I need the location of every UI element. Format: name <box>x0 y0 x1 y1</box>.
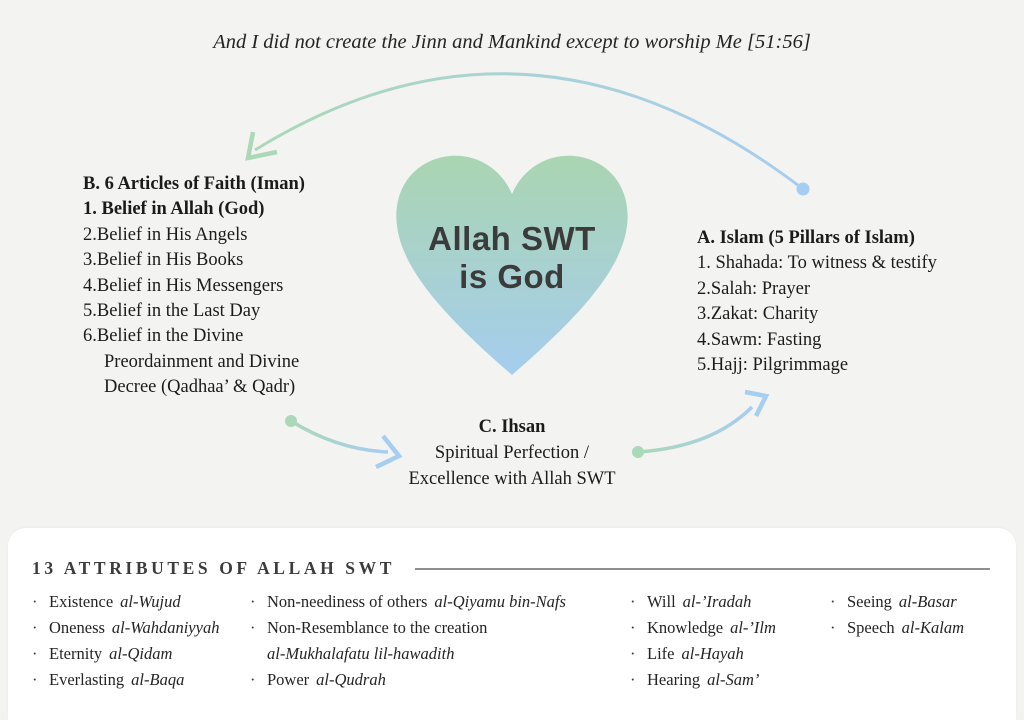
faith-item: 2.Belief in His Angels <box>83 224 248 245</box>
attributes-column-4 <box>830 589 1002 641</box>
bullet-icon <box>630 667 647 693</box>
attribute-item <box>32 641 240 667</box>
attribute-arabic: al-Mukhalafatu lil-hawadith <box>267 644 455 663</box>
ihsan-line: Excellence with Allah SWT <box>408 469 616 489</box>
attribute-item <box>630 641 826 667</box>
section-islam <box>697 226 937 378</box>
attribute-name: Oneness <box>49 618 105 637</box>
attribute-name: Non-Resemblance to the creation <box>267 618 488 637</box>
attribute-item <box>830 615 1002 641</box>
arrowhead-left-icon <box>248 132 277 158</box>
bullet-icon <box>630 589 647 615</box>
faith-item: 6.Belief in the Divine <box>83 326 244 347</box>
attribute-arabic: al-Wahdaniyyah <box>111 618 220 637</box>
attributes-column-3 <box>630 589 826 693</box>
attribute-arabic: al-Sam’ <box>707 670 760 689</box>
attribute-name: Everlasting <box>49 670 125 689</box>
attribute-arabic: al-Hayah <box>681 644 744 663</box>
attribute-item <box>250 667 622 693</box>
ihsan-line: Spiritual Perfection / <box>434 443 590 463</box>
attributes-title: 13 ATTRIBUTES OF ALLAH SWT <box>32 557 395 578</box>
islam-item: 4.Sawm: Fasting <box>697 329 822 350</box>
heart-title <box>389 220 635 296</box>
attribute-name: Seeing <box>847 592 892 611</box>
bullet-icon <box>250 589 267 615</box>
attribute-item <box>630 615 826 641</box>
faith-item-continuation: Preordainment and Divine <box>104 351 300 372</box>
attribute-arabic: al-Qiyamu bin-Nafs <box>434 592 566 611</box>
attribute-name: Speech <box>847 618 895 637</box>
faith-item: 3.Belief in His Books <box>83 250 244 271</box>
bullet-icon <box>830 615 847 641</box>
faith-heading: B. 6 Articles of Faith (Iman) <box>83 174 305 194</box>
attribute-item <box>830 589 1002 615</box>
attribute-arabic: al-Kalam <box>901 618 964 637</box>
attribute-item <box>32 589 240 615</box>
attribute-name: Existence <box>49 592 114 611</box>
faith-arrow-dot <box>285 415 297 427</box>
attribute-arabic: al-Qidam <box>109 644 173 663</box>
attribute-name: Non-neediness of others <box>267 592 428 611</box>
bullet-icon <box>32 615 49 641</box>
attribute-item <box>630 667 826 693</box>
section-ihsan <box>352 414 672 492</box>
attribute-name: Will <box>647 592 676 611</box>
heart-title-line2: is God <box>459 258 565 295</box>
header-rule <box>415 568 990 570</box>
quran-verse: And I did not create the Jinn and Mankind except to worship Me [51:56] <box>213 31 811 53</box>
bullet-icon <box>250 615 267 667</box>
attribute-name: Life <box>647 644 675 663</box>
attribute-arabic: al-’Ilm <box>730 618 776 637</box>
islam-heading: A. Islam (5 Pillars of Islam) <box>697 228 915 248</box>
attribute-arabic: al-Qudrah <box>316 670 386 689</box>
faith-item: 4.Belief in His Messengers <box>83 275 284 296</box>
attribute-arabic: al-Basar <box>898 592 957 611</box>
bullet-icon <box>630 615 647 641</box>
bullet-icon <box>32 667 49 693</box>
faith-item-continuation: Decree (Qadhaa’ & Qadr) <box>104 377 296 398</box>
bullet-icon <box>630 641 647 667</box>
bullet-icon <box>32 641 49 667</box>
islam-item: 5.Hajj: Pilgrimmage <box>697 355 849 376</box>
section-faith <box>83 172 305 401</box>
attribute-item <box>32 615 240 641</box>
attributes-column-1 <box>32 589 240 693</box>
faith-item: 1. Belief in Allah (God) <box>83 199 265 220</box>
bullet-icon <box>250 667 267 693</box>
attribute-name: Eternity <box>49 644 103 663</box>
attribute-arabic: al-’Iradah <box>682 592 752 611</box>
attributes-header <box>32 557 990 579</box>
attribute-name: Power <box>267 670 310 689</box>
arrowhead-islam-icon <box>745 392 766 416</box>
attributes-card <box>8 528 1016 720</box>
attribute-name: Hearing <box>647 670 701 689</box>
islam-item: 2.Salah: Prayer <box>697 278 811 299</box>
attribute-name: Knowledge <box>647 618 724 637</box>
islam-item: 1. Shahada: To witness & testify <box>697 253 937 274</box>
heart-title-line1: Allah SWT <box>428 220 596 257</box>
attribute-item <box>250 615 622 667</box>
bullet-icon <box>32 589 49 615</box>
attribute-arabic: al-Wujud <box>120 592 181 611</box>
attribute-item <box>32 667 240 693</box>
ihsan-heading: C. Ihsan <box>478 417 546 437</box>
islam-item: 3.Zakat: Charity <box>697 304 819 325</box>
bullet-icon <box>830 589 847 615</box>
attributes-column-2 <box>250 589 622 693</box>
arc-start-dot <box>797 183 810 196</box>
attribute-item <box>250 589 622 615</box>
attribute-arabic: al-Baqa <box>131 670 185 689</box>
faith-item: 5.Belief in the Last Day <box>83 301 261 322</box>
attribute-item <box>630 589 826 615</box>
